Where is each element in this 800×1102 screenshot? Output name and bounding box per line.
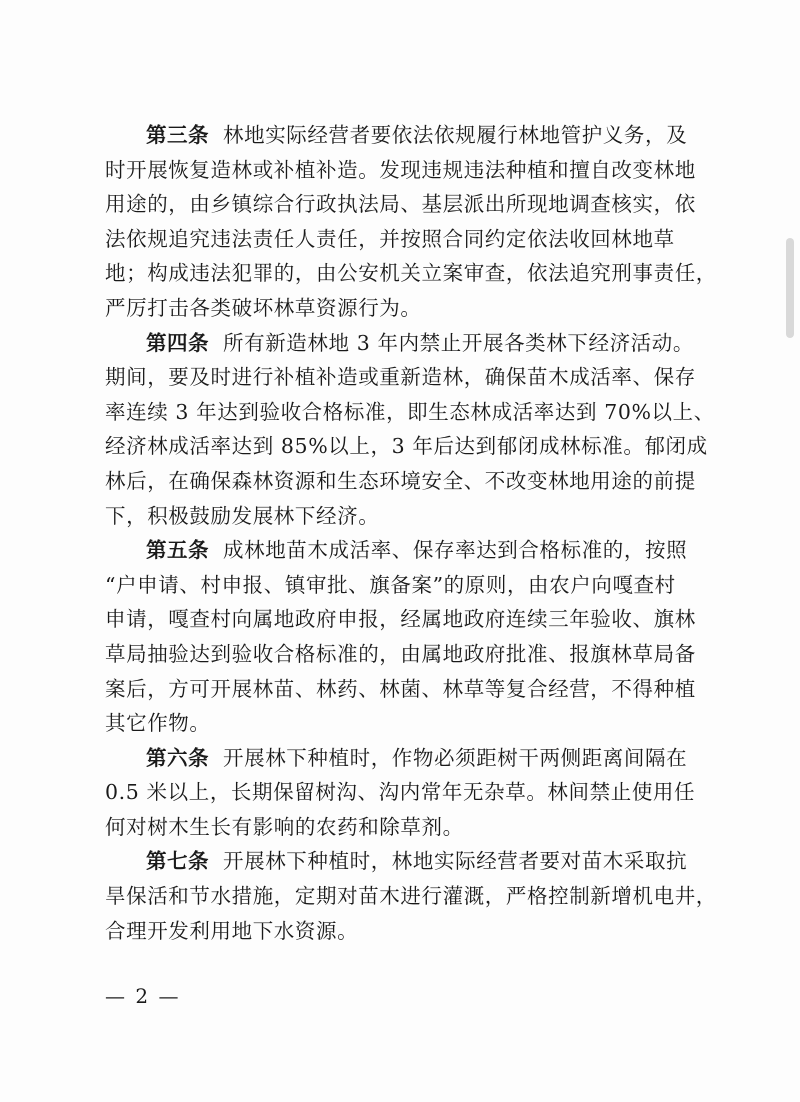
article-text: 申请，嘎查村向属地政府申报，经属地政府连续三年验收、旗林 [105,607,696,632]
article-text: 合理开发利用地下水资源。 [105,918,359,943]
article-heading: 第三条 [146,123,209,147]
article-text: 开展林下种植时，林地实际经营者要对苗木采取抗 [223,849,688,874]
article-3 [105,118,717,326]
article-text: 成林地苗木成活率、保存率达到合格标准的，按照 [223,538,688,563]
article-text: 其它作物。 [105,711,211,736]
article-first-line [105,533,705,568]
article-heading: 第五条 [146,538,209,563]
article-text: 案后，方可开展林苗、林药、林菌、林草等复合经营，不得种植 [105,676,696,701]
article-first-line [105,741,705,776]
article-heading: 第四条 [146,330,209,355]
article-4 [105,326,715,534]
article-text: 何对树木生长有影响的农药和除草剂。 [105,814,464,839]
article-text: “户申请、村申报、镇审批、旗备案”的原则，由农户向嘎查村 [105,572,676,597]
article-text: 经济林成活率达到 85%以上，3 年后达到郁闭成林标准。郁闭成 [105,434,708,459]
article-text: 用途的，由乡镇综合行政执法局、基层派出所现地调查核实，依 [105,192,696,217]
article-heading: 第六条 [146,745,209,770]
article-first-line [105,326,705,361]
article-text: 法依规追究违法责任人责任，并按照合同约定依法收回林地草 [105,226,675,251]
article-text: 林地实际经营者要依法依规履行林地管护义务，及 [223,123,688,147]
article-text: 严厉打击各类破坏林草资源行为。 [105,295,422,320]
article-5 [105,533,705,741]
scrollbar-thumb[interactable] [786,238,794,338]
article-text: 地；构成违法犯罪的，由公安机关立案审查，依法追究刑事责任， [105,261,717,286]
article-6 [105,741,705,845]
article-heading: 第七条 [146,849,209,874]
article-text: 率连续 3 年达到验收合格标准，即生态林成活率达到 70%以上、 [105,399,715,424]
article-first-line [105,118,705,153]
article-text: 开展林下种植时，作物必须距树干两侧距离间隔在 [223,745,688,770]
article-text: 0.5 米以上，长期保留树沟、沟内常年无杂草。林间禁止使用任 [105,780,696,805]
article-text: 林后，在确保森林资源和生态环境安全、不改变林地用途的前提 [105,468,696,493]
article-7 [105,844,717,948]
document-body [105,118,717,948]
article-text: 草局抽验达到验收合格标准的，由属地政府批准、报旗林草局备 [105,641,696,666]
article-text: 期间，要及时进行补植补造或重新造林，确保苗木成活率、保存 [105,365,696,390]
article-text: 时开展恢复造林或补植补造。发现违规违法种植和擅自改变林地 [105,157,696,182]
article-text: 所有新造林地 3 年内禁止开展各类林下经济活动。 [223,330,694,355]
article-text: 下，积极鼓励发展林下经济。 [105,503,380,528]
article-first-line [105,844,705,879]
article-text: 旱保活和节水措施，定期对苗木进行灌溉，严格控制新增机电井， [105,884,717,909]
page-number: — 2 — [105,984,181,1008]
